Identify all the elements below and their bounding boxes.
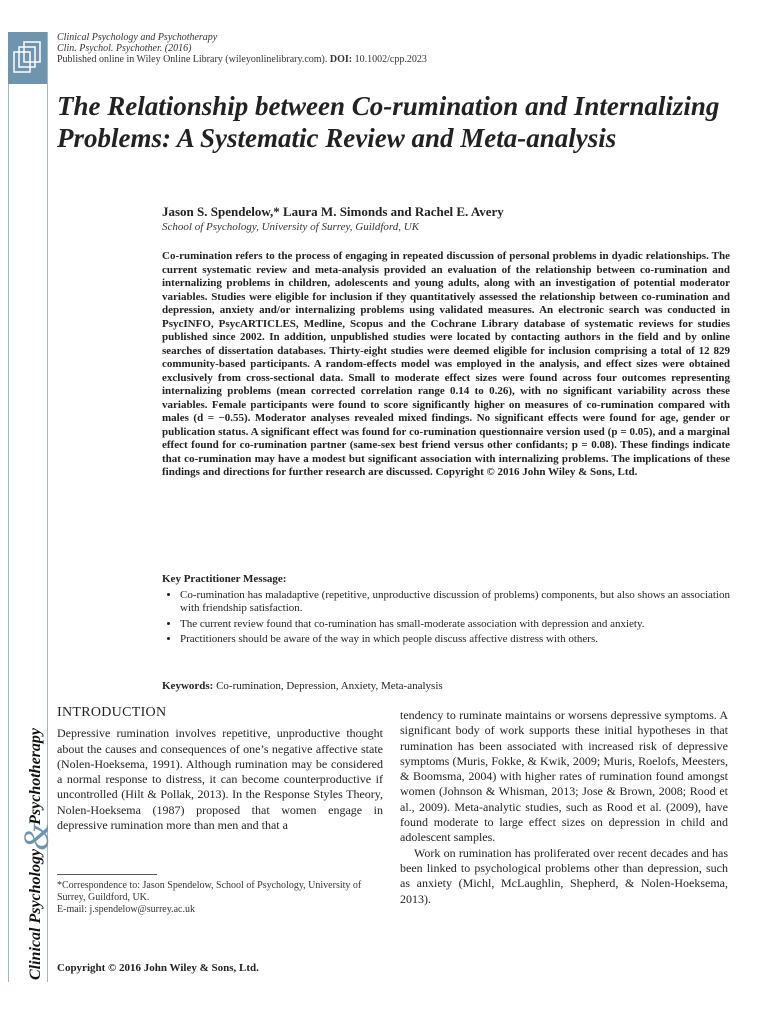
author-list: Jason S. Spendelow,* Laura M. Simonds and Rachel E. Avery xyxy=(162,204,504,219)
side-logo-part2: Psychotherapy xyxy=(27,728,44,825)
body-paragraph: tendency to ruminate maintains or worsens depressive symptoms. A significant body of work supports these initial hypotheses in that rumination has been associated with increased risk of depressive symptoms (Muris, Fokke, & Kwik, 2009; Muris, Roelofs, Meesters, & Boomsma, 2004) with higher rates of rumination found amongst women (Johnson & Whisman, 2013; Jose & Brown, 2008; Rood et al., 2009). Meta-analytic studies, such as Rood et al. (2009), have found moderate to large effect sizes on depression in child and adolescent samples. xyxy=(400,708,728,845)
body-paragraph: Work on rumination has proliferated over recent decades and has been linked to psychological problems other than depression, such as anxiety (Michl, McLaughlin, Shepherd, & Nolen-Hoeksema, 2013). xyxy=(400,845,728,906)
doi-link[interactable]: 10.1002/cpp.2023 xyxy=(354,54,427,65)
section-heading: INTRODUCTION xyxy=(57,705,167,720)
body-paragraph: Depressive rumination involves repetitive, unproductive thought about the causes and consequences of one’s negative affective state (Nolen-Hoeksema, 1991). Although rumination may be considered a normal response to distress, it can become counterproductive if uncontrolled (Hilt & Pollak, 2013). In the Response Styles Theory, Nolen-Hoeksema (1987) proposed that women engage in depressive rumination more than men and that a xyxy=(57,726,383,833)
kpm-item: • The current review found that co-rumination has small-moderate association with depression and anxiety. xyxy=(180,618,730,632)
journal-badge xyxy=(8,32,47,84)
body-left-column xyxy=(57,705,383,833)
kpm-list xyxy=(162,589,730,647)
side-logo-amp: & xyxy=(16,822,56,851)
kpm-title: Key Practitioner Message: xyxy=(162,573,287,585)
keywords-value: Co-rumination, Depression, Anxiety, Meta-analysis xyxy=(216,680,443,692)
side-logo-part1: Clinical Psychology xyxy=(27,848,44,980)
abstract: Co-rumination refers to the process of engaging in repeated discussion of personal problems in dyadic relationships. The current systematic review and meta-analysis provided an evaluation of the relationship between co-rumination and internalizing problems in children, adolescents and young adults, along with an investigation of potential moderator variables. Studies were eligible for inclusion if they quantitatively assessed the relationship between co-rumination and depression, anxiety and/or internalizing problems using validated measures. An electronic search was conducted in PsycINFO, PsycARTICLES, Medline, Scopus and the Cochrane Library database of systematic reviews for studies published since 2002. In addition, unpublished studies were located by contacting authors in the field and by online searches of dissertation databases. Thirty-eight studies were deemed eligible for inclusion comprising a total of 12 829 community-based participants. A random-effects model was employed in the analysis, and effect sizes were obtained exclusively from cross-sectional data. Small to moderate effect sizes were found across four outcomes representing internalizing problems (mean corrected correlation range 0.14 to 0.26), with no significant variability across these variables. Female participants were found to score significantly higher on measures of co-rumination compared with males (d = −0.55). Moderator analyses revealed mixed findings. No significant effects were found for age, gender or publication status. A significant effect was found for co-rumination questionnaire version used (p = 0.05), and a marginal effect found for co-rumination partner (same-sex best friend versus other confidants; p = 0.08). These findings indicate that co-rumination may have a modest but significant association with internalizing problems. The implications of these findings and directions for further research are discussed. Copyright © 2016 John Wiley & Sons, Ltd. xyxy=(162,250,730,478)
keywords-label: Keywords: xyxy=(162,680,214,692)
publication-line xyxy=(57,54,427,65)
author-affiliation: School of Psychology, University of Surrey, Guildford, UK xyxy=(162,221,420,233)
journal-side-logo xyxy=(6,690,56,980)
kpm-item: • Co-rumination has maladaptive (repetitive, unproductive discussion of problems) components, but also shows an association with friendship satisfaction. xyxy=(180,589,730,616)
body-right-column xyxy=(400,708,728,907)
published-online-text: Published online in Wiley Online Library (wileyonlinelibrary.com). xyxy=(57,54,328,65)
correspondence-footnote xyxy=(57,880,383,916)
correspondence-email[interactable]: E-mail: j.spendelow@surrey.ac.uk xyxy=(57,904,195,915)
footnote-divider xyxy=(57,874,157,875)
stacked-pages-icon xyxy=(12,38,42,78)
copyright-notice: Copyright © 2016 John Wiley & Sons, Ltd. xyxy=(57,962,259,974)
key-practitioner-message xyxy=(162,573,730,649)
doi-label: DOI: xyxy=(329,54,353,65)
article-title: The Relationship between Co-rumination and Internalizing Problems: A Systematic Review and Meta-analysis xyxy=(57,91,720,153)
kpm-item: • Practitioners should be aware of the way in which people discuss affective distress with others. xyxy=(180,633,730,647)
keywords xyxy=(162,680,443,692)
journal-citation: Clin. Psychol. Psychother. (2016) xyxy=(57,43,192,54)
running-header xyxy=(57,32,427,65)
correspondence-text: *Correspondence to: Jason Spendelow, School of Psychology, University of Surrey, Guildford, UK. xyxy=(57,880,362,903)
journal-name: Clinical Psychology and Psychotherapy xyxy=(57,32,218,43)
